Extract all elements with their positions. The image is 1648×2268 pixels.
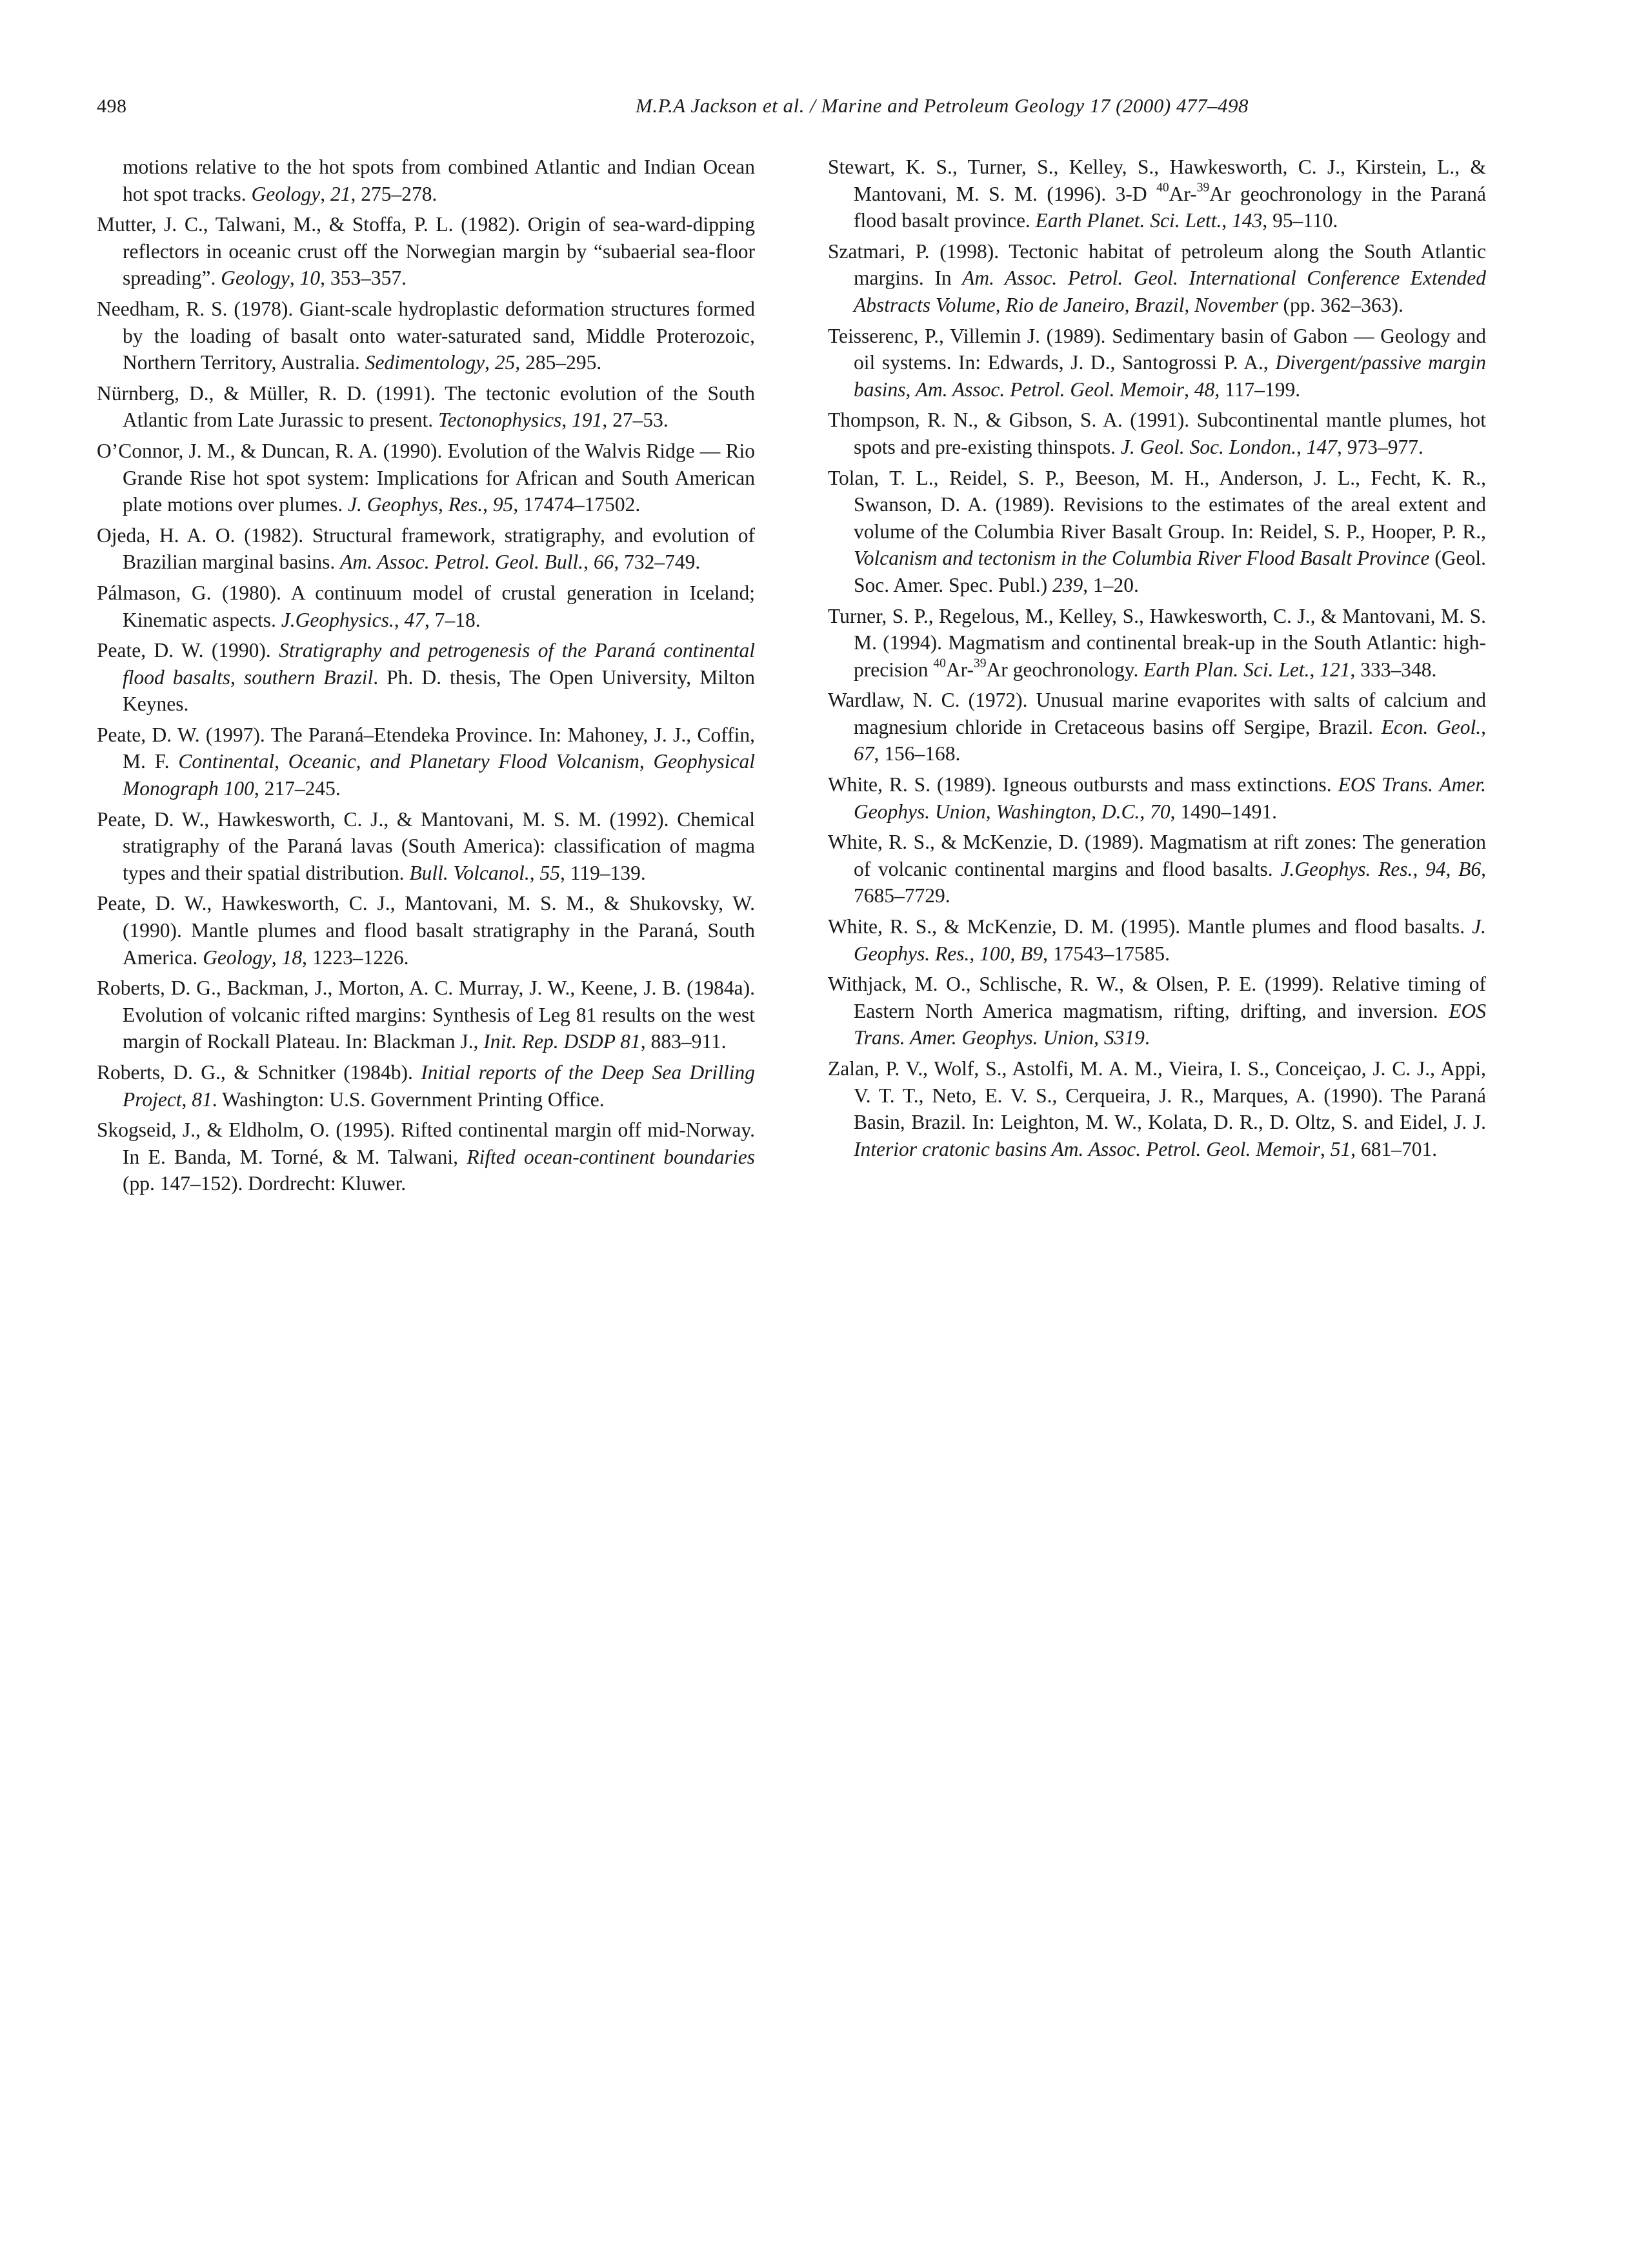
- reference-text: ,: [1184, 378, 1194, 401]
- reference-text: , 681–701.: [1351, 1137, 1438, 1160]
- reference-entry: [97, 580, 755, 633]
- italic-text: 143: [1232, 209, 1263, 232]
- reference-text: ,: [561, 409, 572, 432]
- reference-text: (pp. 362–363).: [1278, 293, 1403, 316]
- reference-entry: [97, 380, 755, 434]
- italic-text: J.Geophys. Res.: [1280, 857, 1413, 880]
- reference-text: Needham, R. S. (1978). Giant-scale hydroplastic deformation structures formed by the loading of basalt onto water-saturated sand, Middle Proterozoic, Northern Territory, Australia.: [97, 297, 755, 374]
- reference-text: ,: [271, 946, 282, 969]
- reference-text: , 217–245.: [254, 777, 341, 800]
- italic-text: J. Geol. Soc. London.: [1120, 435, 1296, 458]
- reference-text: ,: [181, 1088, 192, 1111]
- italic-text: 191: [572, 409, 603, 432]
- reference-text: , 1–20.: [1083, 573, 1139, 596]
- reference-text: Peate, D. W. (1990).: [97, 639, 279, 662]
- reference-text: ,: [969, 942, 980, 965]
- reference-text: ,: [1481, 715, 1486, 738]
- reference-text: White, R. S. (1989). Igneous outbursts and mass extinctions.: [828, 773, 1338, 796]
- reference-text: , 17543–17585.: [1043, 942, 1170, 965]
- reference-text: ,: [1412, 857, 1426, 880]
- reference-text: , 95–110.: [1262, 209, 1338, 232]
- reference-text: , 275–278.: [350, 182, 437, 205]
- italic-text: 239: [1052, 573, 1083, 596]
- reference-entry: [97, 722, 755, 802]
- reference-text: , 1490–1491.: [1170, 800, 1277, 823]
- reference-text: , 119–139.: [560, 861, 646, 884]
- italic-text: Am. Assoc. Petrol. Geol. International Conference Extended Abstracts Volume, Rio de Janeiro, Brazil, November: [854, 267, 1486, 316]
- italic-text: EOS Trans. Amer. Geophys. Union, Washington, D.C.: [854, 773, 1486, 823]
- reference-text: ,: [483, 493, 493, 516]
- italic-text: 18: [281, 946, 303, 969]
- italic-text: Sedimentology: [365, 351, 485, 374]
- reference-text: White, R. S., & McKenzie, D. M. (1995). Mantle plumes and flood basalts.: [828, 915, 1472, 938]
- reference-entry: [828, 1055, 1486, 1162]
- references-left-column: [97, 154, 755, 1201]
- reference-text: Ar-: [945, 658, 974, 681]
- reference-text: Roberts, D. G., & Schnitker (1984b).: [97, 1061, 421, 1084]
- reference-entry: [828, 913, 1486, 967]
- reference-text: Skogseid, J., & Eldholm, O. (1995). Rifted continental margin off mid-Norway. In E. Banda, M. Torné, & M. Talwani,: [97, 1119, 755, 1168]
- reference-text: Peate, D. W., Hawkesworth, C. J., Mantovani, M. S. M., & Shukovsky, W. (1990). Mantle plumes and flood basalt stratigraphy in the Paraná, South America.: [97, 892, 755, 969]
- reference-entry: [97, 806, 755, 887]
- reference-entry: [97, 296, 755, 376]
- reference-text: , 353–357.: [320, 267, 407, 290]
- superscript: 39: [973, 656, 987, 671]
- page-number: 498: [97, 96, 127, 117]
- italic-text: 121: [1320, 658, 1351, 681]
- reference-text: ,: [1221, 209, 1232, 232]
- reference-text: , 17474–17502.: [513, 493, 641, 516]
- reference-entry: [828, 407, 1486, 460]
- italic-text: Initial reports of the Deep Sea Drilling Project: [123, 1061, 755, 1111]
- reference-text: , 883–911.: [640, 1030, 727, 1053]
- reference-text: Ar-: [1169, 182, 1197, 205]
- reference-text: . Washington: U.S. Government Printing Office.: [212, 1088, 605, 1111]
- reference-text: Withjack, M. O., Schlische, R. W., & Olsen, P. E. (1999). Relative timing of Eastern North America magmatism, rifting, drifting, and inversion.: [828, 973, 1486, 1022]
- italic-text: 94, B6: [1425, 857, 1482, 880]
- italic-text: Init. Rep. DSDP 81: [483, 1030, 641, 1053]
- reference-text: , 27–53.: [602, 409, 668, 432]
- references-right-column: [828, 154, 1486, 1166]
- italic-text: J.Geophysics.: [281, 608, 394, 631]
- reference-text: ,: [1296, 435, 1307, 458]
- reference-text: (pp. 147–152). Dordrecht: Kluwer.: [123, 1172, 407, 1195]
- reference-entry: [828, 323, 1486, 403]
- italic-text: Bull. Volcanol.: [409, 861, 530, 884]
- reference-text: Mutter, J. C., Talwani, M., & Stoffa, P. L. (1982). Origin of sea-ward-dipping reflectors in oceanic crust off the Norwegian margin by “subaerial sea-floor spreading”.: [97, 213, 755, 290]
- italic-text: 147: [1306, 435, 1337, 458]
- italic-text: 70: [1150, 800, 1171, 823]
- reference-text: . Ph. D. thesis, The Open University, Milton Keynes.: [123, 665, 755, 716]
- reference-text: , 333–348.: [1350, 658, 1437, 681]
- italic-text: 95: [492, 493, 514, 516]
- reference-text: Turner, S. P., Regelous, M., Kelley, S., Hawkesworth, C. J., & Mantovani, M. S. M. (1994). Magmatism and continental break-up in the South Atlantic: high-precision: [828, 604, 1486, 681]
- reference-text: Ar geochronology in the Paraná flood basalt province.: [854, 182, 1486, 232]
- italic-text: J. Geophys, Res.: [348, 493, 483, 516]
- reference-text: , 285–295.: [515, 351, 602, 374]
- superscript: 39: [1196, 180, 1210, 194]
- reference-entry: [828, 829, 1486, 909]
- reference-text: ,: [1320, 1137, 1331, 1160]
- reference-text: Tolan, T. L., Reidel, S. P., Beeson, M. H., Anderson, J. L., Fecht, K. R., Swanson, D. A. (1989). Revisions to the estimates of the areal extent and volume of the Columbia River Basalt Group. In: Reidel, S. P., Hooper, P. R.,: [828, 466, 1486, 543]
- reference-text: motions relative to the hot spots from combined Atlantic and Indian Ocean hot spot tracks.: [123, 156, 755, 205]
- italic-text: EOS Trans. Amer. Geophys. Union, S319: [854, 999, 1486, 1049]
- reference-entry: [828, 603, 1486, 683]
- italic-text: 10: [299, 267, 321, 290]
- italic-text: Earth Plan. Sci. Let.: [1143, 658, 1310, 681]
- italic-text: 66: [593, 551, 614, 574]
- reference-entry: [97, 890, 755, 971]
- reference-entry: [97, 522, 755, 576]
- italic-text: Geology: [221, 267, 290, 290]
- reference-entry: [97, 438, 755, 518]
- reference-text: ,: [320, 182, 330, 205]
- italic-text: Volcanism and tectonism in the Columbia River Flood Basalt Province: [854, 547, 1430, 570]
- reference-text: Roberts, D. G., Backman, J., Morton, A. C. Murray, J. W., Keene, J. B. (1984a). Evolution of volcanic rifted margins: Synthesis of Leg 81 results on the west margin of Rockall Plateau. In: Blackman J.,: [97, 977, 755, 1053]
- reference-text: Teisserenc, P., Villemin J. (1989). Sedimentary basin of Gabon — Geology and oil systems. In: Edwards, J. D., Santogrossi P. A.,: [828, 324, 1486, 374]
- reference-text: , 973–977.: [1336, 435, 1423, 458]
- reference-entry: [828, 154, 1486, 234]
- reference-text: ,: [583, 551, 594, 574]
- reference-entry: [97, 1117, 755, 1197]
- reference-entry: [97, 211, 755, 292]
- italic-text: Divergent/passive margin basins, Am. Assoc. Petrol. Geol. Memoir: [854, 351, 1486, 401]
- reference-text: ,: [485, 351, 495, 374]
- reference-text: ,: [529, 861, 540, 884]
- reference-entry: [97, 154, 755, 207]
- reference-entry: [828, 771, 1486, 825]
- reference-text: Ojeda, H. A. O. (1982). Structural framework, stratigraphy, and evolution of Brazilian marginal basins.: [97, 523, 755, 574]
- reference-text: ,: [289, 267, 300, 290]
- reference-text: O’Connor, J. M., & Duncan, R. A. (1990). Evolution of the Walvis Ridge — Rio Grande Rise hot spot system: Implications for African and South American plate motions over plumes.: [97, 439, 755, 516]
- italic-text: Econ. Geol.: [1381, 715, 1482, 738]
- reference-text: Zalan, P. V., Wolf, S., Astolfi, M. A. M., Vieira, I. S., Conceiçao, J. C. J., Appi, V. T. T., Neto, E. V. S., Cerqueira, J. R., Marques, A. (1990). The Paraná Basin, Brazil. In: Leighton, M. W., Kolata, D. R., D. Oltz, S. and Eidel, J. J.: [828, 1057, 1486, 1134]
- italic-text: 55: [539, 861, 561, 884]
- superscript: 40: [933, 656, 946, 671]
- italic-text: Am. Assoc. Petrol. Geol. Bull.: [340, 551, 584, 574]
- italic-text: Rifted ocean-continent boundaries: [467, 1145, 756, 1168]
- italic-text: 47: [404, 608, 425, 631]
- reference-entry: [97, 637, 755, 718]
- reference-text: Wardlaw, N. C. (1972). Unusual marine evaporites with salts of calcium and magnesium chloride in Cretaceous basins off Sergipe, Brazil.: [828, 689, 1486, 738]
- italic-text: J. Geophys. Res.: [854, 915, 1486, 965]
- reference-text: Peate, D. W., Hawkesworth, C. J., & Mantovani, M. S. M. (1992). Chemical stratigraphy of the Paraná lavas (South America): classification of magma types and their spatial distribution.: [97, 807, 755, 884]
- reference-text: Thompson, R. N., & Gibson, S. A. (1991). Subcontinental mantle plumes, hot spots and pre-existing thinspots.: [828, 409, 1486, 458]
- italic-text: Stratigraphy and petrogenesis of the Paraná continental flood basalts, southern Brazil: [123, 639, 755, 689]
- italic-text: Earth Planet. Sci. Lett.: [1035, 209, 1222, 232]
- reference-text: , 7–18.: [425, 608, 481, 631]
- italic-text: 100, B9: [980, 942, 1043, 965]
- running-title: M.P.A Jackson et al. / Marine and Petroleum Geology 17 (2000) 477–498: [636, 94, 1249, 117]
- reference-text: ,: [394, 608, 405, 631]
- reference-text: ,: [1309, 658, 1320, 681]
- reference-text: , 7685–7729.: [854, 857, 1486, 907]
- reference-text: , 732–749.: [614, 551, 701, 574]
- reference-text: Nürnberg, D., & Müller, R. D. (1991). The tectonic evolution of the South Atlantic from Late Jurassic to present.: [97, 381, 755, 432]
- reference-text: Szatmari, P. (1998). Tectonic habitat of petroleum along the South Atlantic margins. In: [828, 239, 1486, 290]
- reference-entry: [97, 975, 755, 1055]
- reference-text: , 1223–1226.: [302, 946, 409, 969]
- reference-entry: [828, 238, 1486, 319]
- reference-text: .: [1144, 1026, 1150, 1049]
- superscript: 40: [1156, 180, 1169, 194]
- reference-entry: [828, 687, 1486, 767]
- reference-entry: [828, 971, 1486, 1051]
- italic-text: 67: [854, 742, 874, 765]
- italic-text: Geology: [251, 182, 321, 205]
- reference-text: Peate, D. W. (1997). The Paraná–Etendeka Province. In: Mahoney, J. J., Coffin, M. F.: [97, 723, 755, 773]
- reference-text: , 156–168.: [874, 742, 961, 765]
- italic-text: Continental, Oceanic, and Planetary Flood Volcanism, Geophysical Monograph 100: [123, 750, 755, 800]
- italic-text: Geology: [203, 946, 272, 969]
- reference-text: Pálmason, G. (1980). A continuum model of crustal generation in Iceland; Kinematic aspects.: [97, 581, 755, 631]
- reference-entry: [97, 1059, 755, 1113]
- italic-text: Tectonophysics: [437, 409, 562, 432]
- reference-text: , 117–199.: [1214, 378, 1301, 401]
- italic-text: 51: [1330, 1137, 1351, 1160]
- italic-text: 48: [1194, 378, 1215, 401]
- italic-text: 25: [494, 351, 516, 374]
- italic-text: 21: [330, 182, 351, 205]
- reference-text: White, R. S., & McKenzie, D. (1989). Magmatism at rift zones: The generation of volcanic continental margins and flood basalts.: [828, 831, 1486, 880]
- italic-text: Interior cratonic basins Am. Assoc. Petrol. Geol. Memoir: [854, 1137, 1320, 1160]
- italic-text: 81: [192, 1088, 212, 1111]
- reference-text: ,: [1140, 800, 1151, 823]
- reference-entry: [828, 465, 1486, 599]
- reference-text: Stewart, K. S., Turner, S., Kelley, S., Hawkesworth, C. J., Kirstein, L., & Mantovani, M. S. M. (1996). 3-D: [828, 156, 1486, 205]
- reference-text: (Geol. Soc. Amer. Spec. Publ.): [854, 547, 1486, 596]
- reference-text: Ar geochronology.: [986, 658, 1144, 681]
